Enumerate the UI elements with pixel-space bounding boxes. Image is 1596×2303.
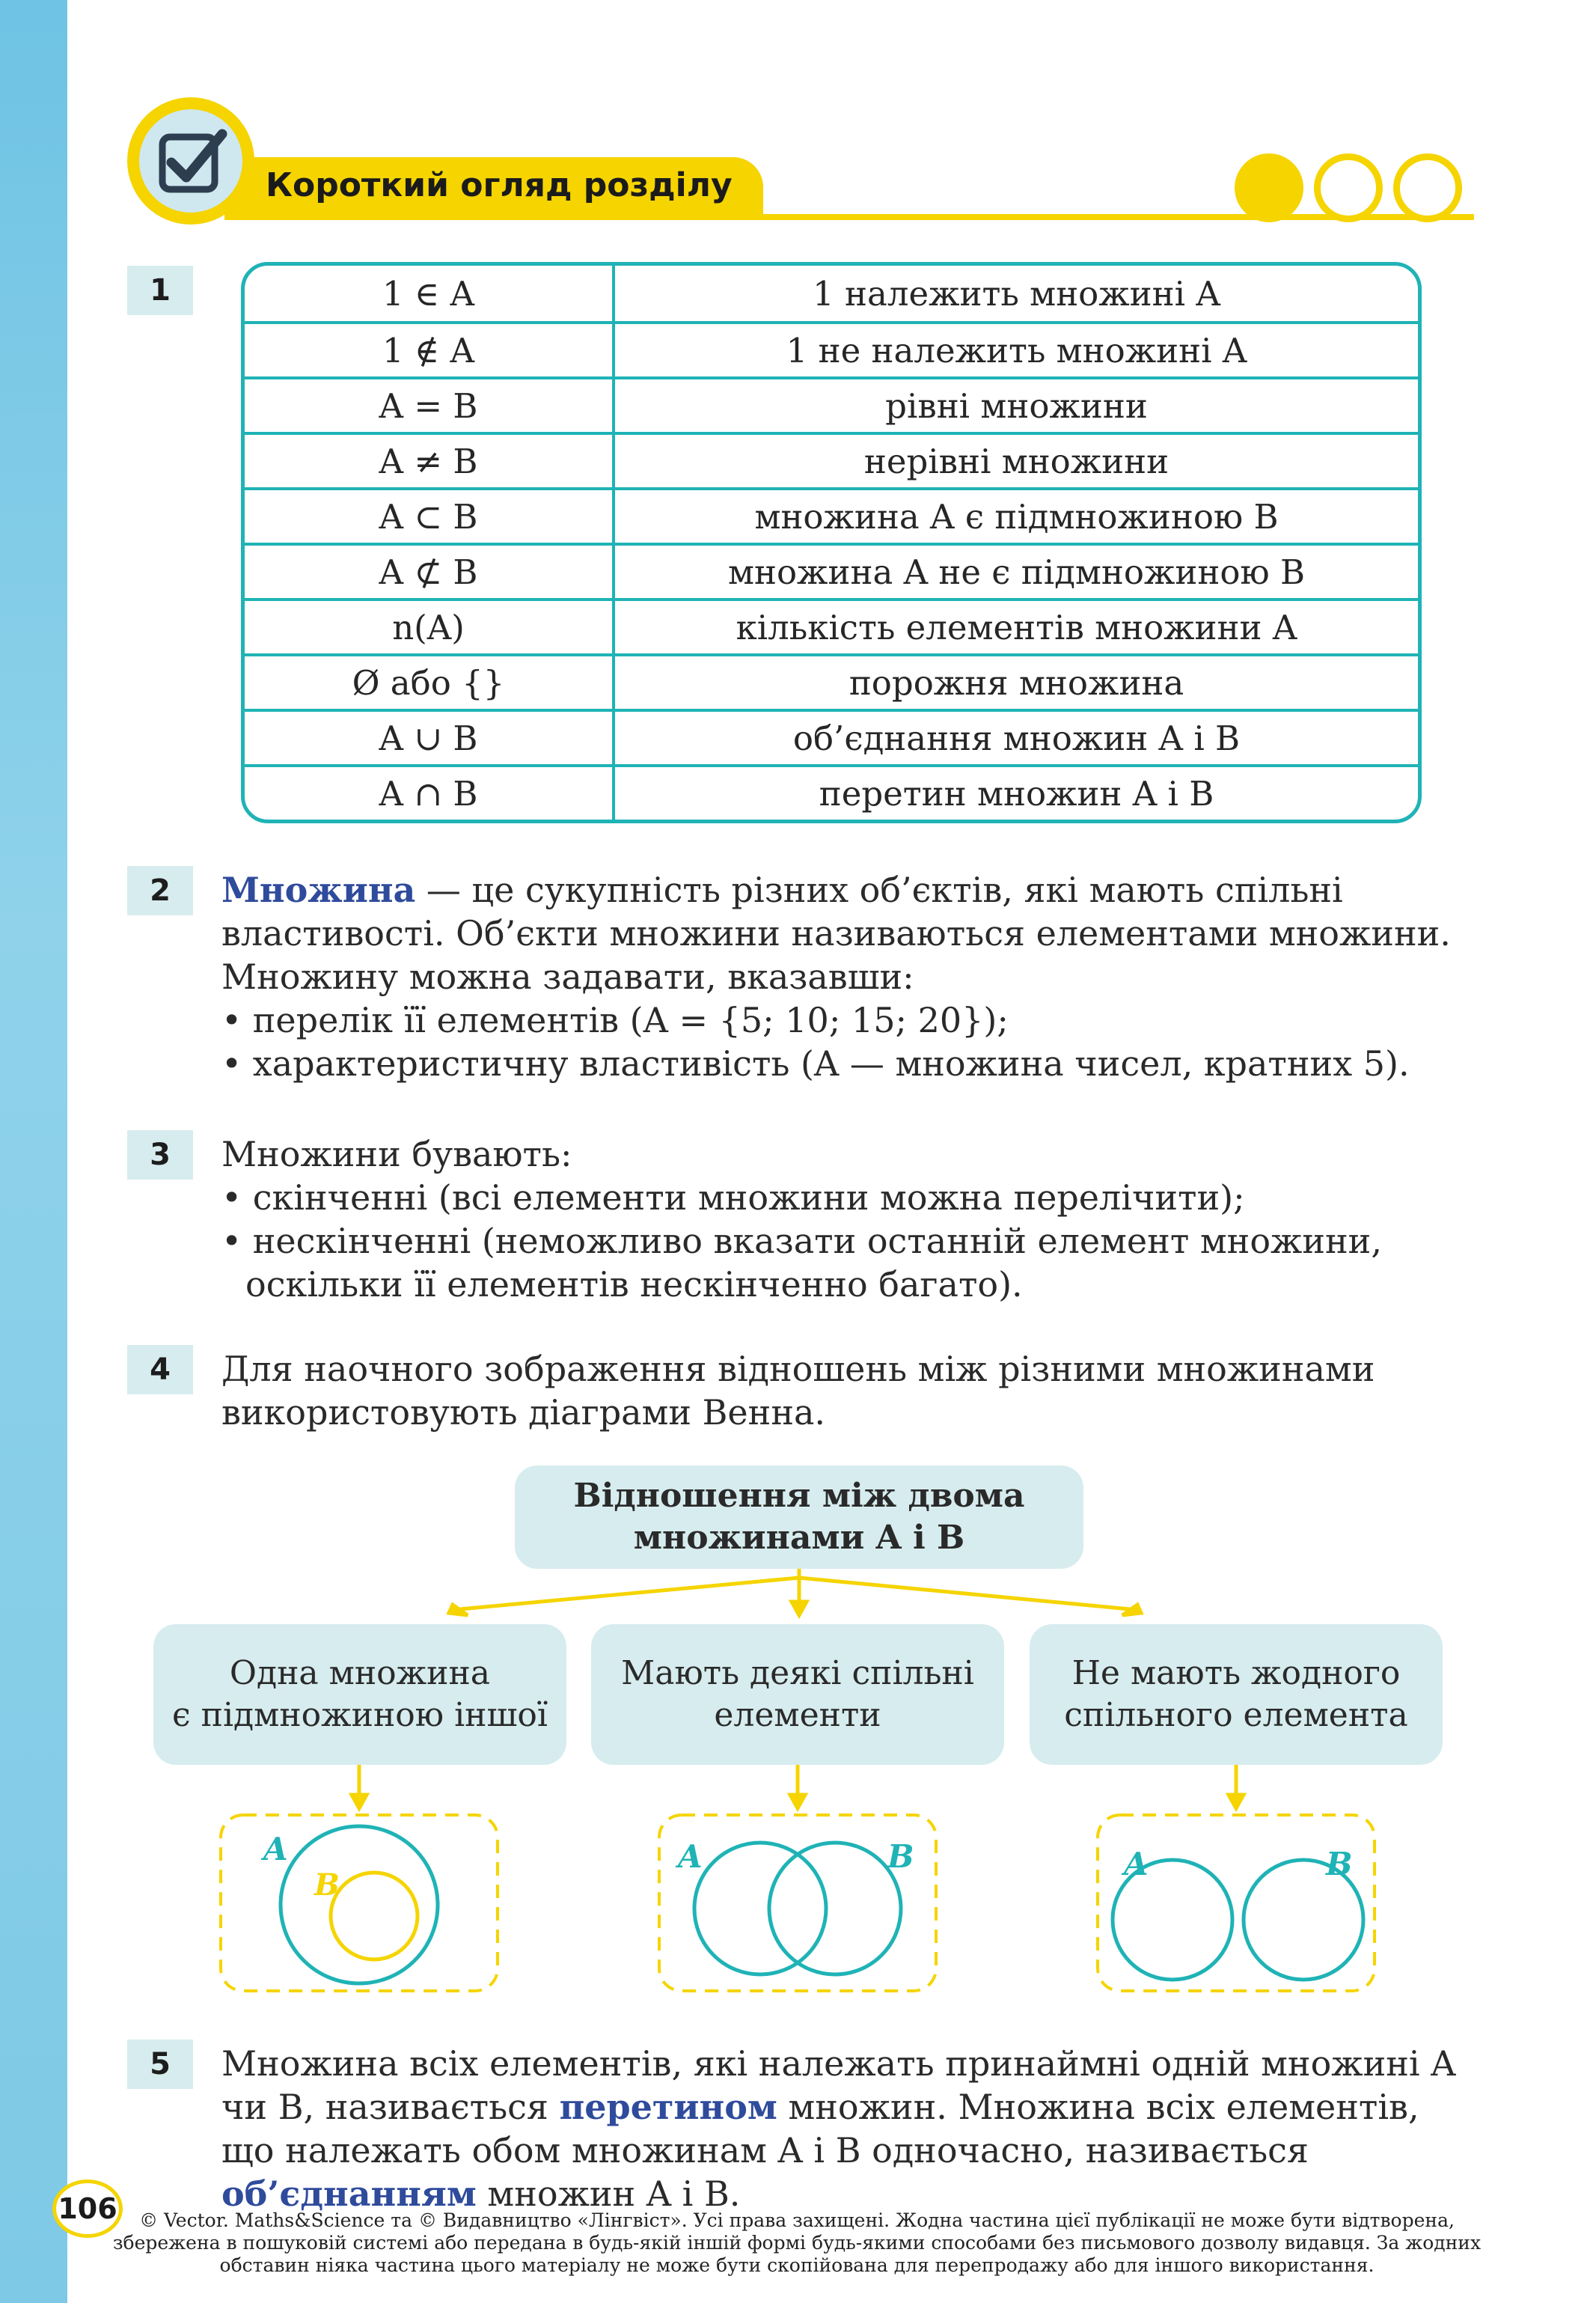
meaning-cell: порожня множина: [849, 663, 1184, 703]
diagram-title-box: Відношення між двома множинами A і B: [515, 1465, 1083, 1569]
item-number: 5: [127, 2040, 193, 2089]
meaning-cell: 1 належить множині A: [813, 274, 1220, 314]
list-item: • характеристичну властивість (A — множина чисел, кратних 5).: [221, 1043, 1410, 1084]
notation-cell: A ∪ B: [245, 712, 615, 765]
set-a-label: A: [678, 1838, 703, 1875]
notation-cell: 1 ∉ A: [245, 324, 615, 377]
notation-cell: A ≠ B: [245, 435, 615, 488]
item-number: 4: [127, 1345, 193, 1394]
case-disjoint-box: Не мають жодного спільного елемента: [1030, 1624, 1443, 1765]
section-title: Короткий огляд розділу: [266, 166, 733, 204]
list-item: • скінченні (всі елементи множини можна перелічити);: [221, 1177, 1245, 1218]
list-item: • перелік її елементів (A = {5; 10; 15; 20});: [221, 1000, 1009, 1040]
meaning-cell: нерівні множини: [863, 442, 1170, 481]
meaning-cell: перетин множин A і B: [819, 774, 1214, 814]
definition-text: — це сукупність різних об’єктів, які мають спільні властивості. Об’єкти множини називаються елементами множини. Множину можна задавати, вказавши:: [221, 870, 1451, 997]
venn-intersecting: [655, 1811, 940, 1995]
venn-disjoint: [1094, 1811, 1378, 1995]
meaning-cell: об’єднання множин A і B: [792, 719, 1241, 758]
intro-text: Множини бувають:: [221, 1134, 572, 1174]
list-item: • нескінченні (неможливо вказати останній елемент множини, оскільки її елементів нескінченно багато).: [221, 1221, 1382, 1305]
notation-cell: n(A): [245, 601, 615, 654]
term-set: Множина: [221, 870, 416, 910]
term-union: об’єднанням: [221, 2174, 477, 2214]
meaning-cell: множина A не є підмножиною B: [727, 552, 1306, 592]
meaning-cell: 1 не належить множині A: [786, 331, 1247, 370]
page-number: 106: [52, 2180, 123, 2238]
notation-cell: A ⊄ B: [245, 546, 615, 599]
meaning-cell: рівні множини: [885, 386, 1148, 426]
case-subset-box: Одна множина є підмножиною іншої: [153, 1624, 566, 1765]
notation-cell: A ∩ B: [245, 767, 615, 820]
item-number: 3: [127, 1130, 193, 1180]
notation-cell: A ⊂ B: [245, 490, 615, 543]
notation-cell: A = B: [245, 379, 615, 433]
meaning-cell: множина A є підмножиною B: [754, 497, 1279, 537]
venn-subset: [217, 1811, 501, 1995]
notation-cell: 1 ∈ A: [245, 266, 615, 322]
set-b-label: B: [1326, 1846, 1353, 1882]
item-number: 1: [127, 266, 193, 315]
set-a-label: A: [1124, 1846, 1149, 1882]
notation-cell: Ø або {}: [245, 656, 615, 710]
item-number: 2: [127, 866, 193, 915]
copyright-footer: © Vector. Maths&Science та © Видавництво «Лінгвіст». Усі права захищені. Жодна частина цієї публікації не може бути відтворена, збережена в пошуковій системі або передана в будь-якій іншій формі будь-якими способами без письмового дозволу видавця. За жодних обставин ніяка частина цього матеріалу не може бути скопійована для перепродажу або для іншого використання.: [112, 2209, 1482, 2276]
set-b-label: B: [314, 1867, 340, 1903]
case-intersecting-box: Мають деякі спільні елементи: [591, 1624, 1004, 1765]
meaning-cell: кількість елементів множини A: [736, 608, 1297, 647]
set-a-label: A: [263, 1831, 288, 1867]
venn-intro: Для наочного зображення відношень між різними множинами використовують діаграми Венна.: [221, 1349, 1375, 1433]
set-b-label: B: [887, 1838, 914, 1875]
term-intersection: перетином: [559, 2087, 777, 2127]
union-intersection-text: Множина всіх елементів, які належать принаймні одній множині A чи B, називається перетином множин. Множина всіх елементів, що належать обом множинам A і B одночасно, називається об’єднанням множин A і B.: [221, 2043, 1456, 2214]
